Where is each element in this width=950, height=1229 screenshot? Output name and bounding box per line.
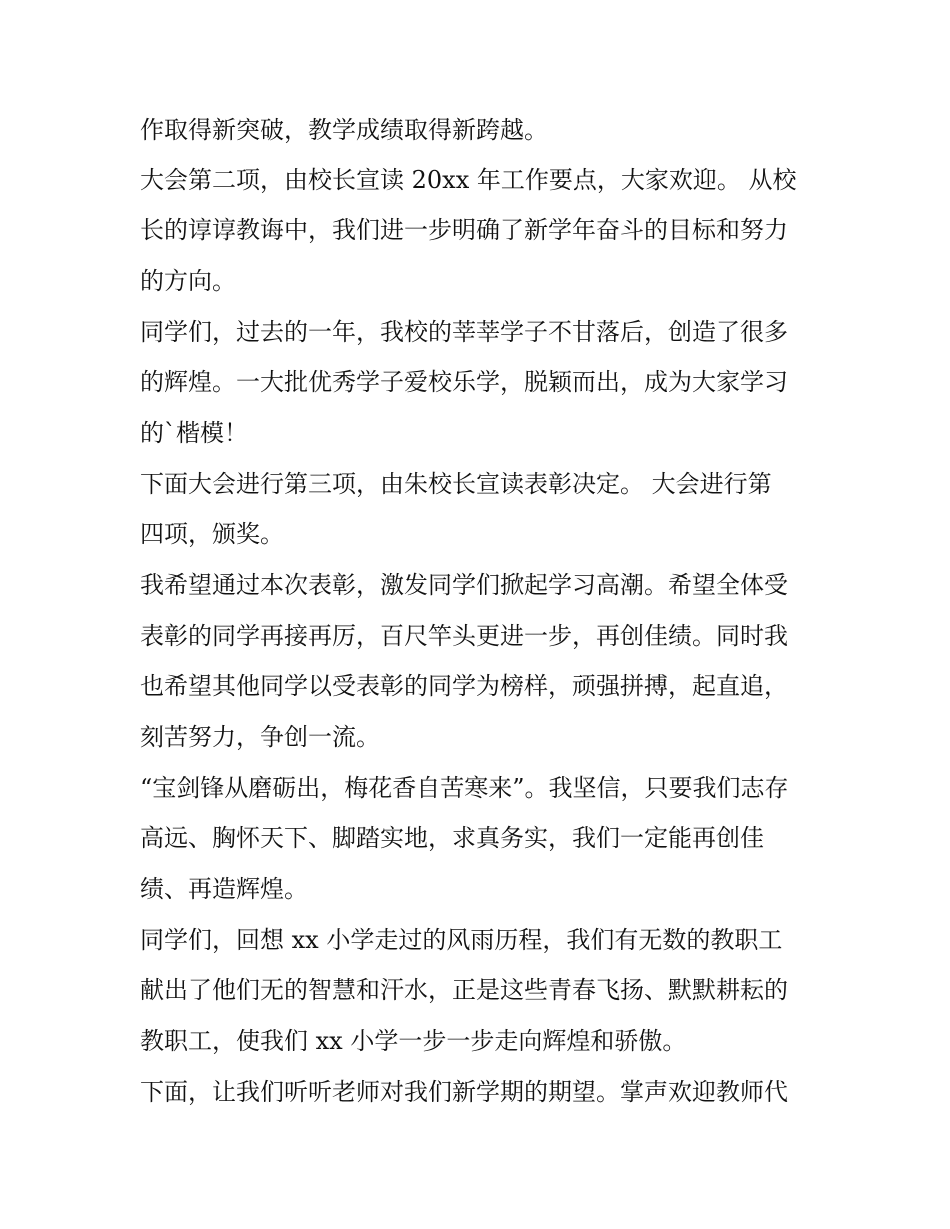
- text-line: 长的谆谆教诲中，我们进一步明确了新学年奋斗的目标和努力: [140, 216, 788, 244]
- text-line: 的方向。: [140, 267, 236, 295]
- text-line: 下面大会进行第三项，由朱校长宣读表彰决定。 大会进行第: [140, 470, 772, 498]
- text-line: 也希望其他同学以受表彰的同学为榜样，顽强拼搏，起直追，: [140, 672, 788, 700]
- text-line: 献出了他们无的智慧和汗水，正是这些青春飞扬、默默耕耘的: [140, 976, 788, 1004]
- text-line: 刻苦努力，争创一流。: [140, 723, 380, 751]
- text-line: 绩、再造辉煌。: [140, 875, 308, 903]
- text-line: 同学们，过去的一年，我校的莘莘学子不甘落后，创造了很多: [140, 318, 788, 346]
- text-line: 的`楷模！: [140, 419, 248, 447]
- text-line: 作取得新突破，教学成绩取得新跨越。: [140, 116, 548, 144]
- text-line: 表彰的同学再接再厉，百尺竿头更进一步，再创佳绩。同时我: [140, 622, 788, 650]
- text-line: 下面，让我们听听老师对我们新学期的期望。掌声欢迎教师代: [140, 1078, 788, 1106]
- text-line: “宝剑锋从磨砺出，梅花香自苦寒来”。我坚信，只要我们志存: [140, 774, 789, 802]
- text-line: 教职工，使我们 xx 小学一步一步走向辉煌和骄傲。: [140, 1027, 687, 1055]
- text-line: 高远、胸怀天下、脚踏实地，求真务实，我们一定能再创佳: [140, 824, 764, 852]
- text-line: 大会第二项，由校长宣读 20xx 年工作要点，大家欢迎。 从校: [140, 166, 797, 194]
- text-line: 同学们，回想 xx 小学走过的风雨历程，我们有无数的教职工: [140, 926, 783, 954]
- text-line: 四项，颁奖。: [140, 520, 284, 548]
- text-line: 的辉煌。一大批优秀学子爱校乐学，脱颖而出，成为大家学习: [140, 368, 788, 396]
- text-line: 我希望通过本次表彰，激发同学们掀起学习高潮。希望全体受: [140, 571, 788, 599]
